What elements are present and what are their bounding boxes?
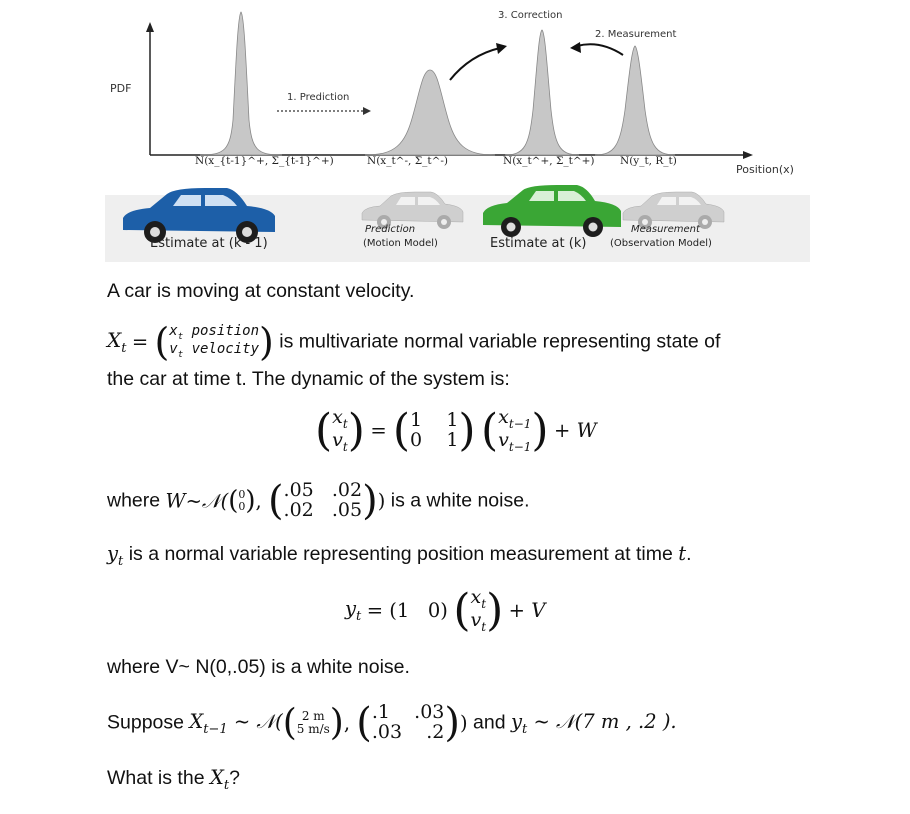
suppose-line: Suppose $X_{t-1}$ ~ 𝒩(( 2 m 5 m/s ), ( .1 .03 .03 .2 )) and $y_t$ ~ 𝒩(7 m , .2 ). [107, 700, 677, 746]
caption-prediction: Prediction [365, 224, 416, 235]
noise-w-line: where W~𝒩(( 0 0 ), ( .05 .02 .02 .05 )) is a white noise. [107, 478, 530, 524]
w-cov-11: .05 [283, 479, 314, 502]
y-variance: .2 [638, 709, 657, 733]
where-w-suffix: is a white noise. [390, 489, 530, 512]
correction-arrow-right-head [570, 42, 581, 53]
dyn-a12: 1 [446, 408, 459, 431]
correction-arrow-left [450, 48, 500, 80]
correction-arrow-right [577, 44, 623, 55]
caption-measurement: Measurement [631, 224, 700, 235]
dist-measurement: N(y_t, R_t) [620, 155, 677, 167]
pdf-curve-correction [505, 30, 579, 155]
suppose-word: Suppose [107, 711, 184, 734]
w-cov-12: .02 [331, 479, 363, 502]
caption-observation-model: (Observation Model) [610, 238, 712, 249]
w-cov-21: .02 [283, 499, 314, 521]
axis-label-pdf: PDF [110, 82, 132, 95]
y-desc: is a normal variable representing position measurement at time [128, 543, 673, 565]
label-velocity: velocity [191, 341, 260, 357]
y-observed: 7 m [582, 709, 620, 733]
dyn-a21: 0 [410, 428, 423, 451]
figure-svg [105, 0, 810, 262]
pdf-curve-prediction [365, 70, 495, 155]
and-word: and [473, 711, 506, 734]
dyn-a11: 1 [410, 408, 423, 431]
measurement-desc: $y_t$ is a normal variable representing position measurement at time t. [107, 542, 692, 569]
meas-h1: 1 [396, 599, 410, 622]
dist-correction: N(x_t^+, Σ_t^+) [503, 155, 595, 167]
meas-h2: 0 [427, 599, 441, 622]
caption-estimate-current: Estimate at (k) [490, 236, 587, 251]
question-line: What is the $X_t$? [107, 766, 240, 793]
kalman-filter-figure [105, 0, 810, 262]
question-text: What is the [107, 767, 205, 789]
axis-label-position: Position(x) [736, 163, 794, 176]
y-axis-arrow [146, 22, 154, 32]
x-axis-arrow [743, 151, 753, 159]
caption-motion-model: (Motion Model) [363, 238, 438, 249]
label-position: position [191, 322, 260, 339]
pdf-curve-previous [200, 12, 282, 155]
state-definition: $X_t$ = ( $x_t$ position $v_t$ velocity ) is multivariate normal variable representing state of [107, 320, 721, 364]
prediction-arrow-head [363, 107, 371, 115]
prior-cov-12: .03 [414, 701, 445, 724]
step-measurement: 2. Measurement [595, 29, 677, 40]
dyn-a22: 1 [446, 428, 459, 451]
dist-prediction: N(x_t^-, Σ_t^-) [367, 155, 449, 167]
measurement-equation: $y_t = (1$ 0) ( $x_t$ $v_t$ ) + V [345, 585, 546, 636]
intro-text: A car is moving at constant velocity. [107, 280, 415, 302]
correction-arrow-left-head [496, 43, 507, 54]
state-desc: is multivariate normal variable representing state of [279, 330, 721, 353]
w-mean-0: 0 [238, 488, 246, 502]
prior-cov-21: .03 [371, 721, 403, 743]
step-prediction: 1. Prediction [287, 92, 350, 103]
w-cov-22: .05 [331, 499, 363, 521]
step-correction: 3. Correction [498, 10, 563, 21]
state-desc-2: the car at time t. The dynamic of the system is: [107, 368, 510, 390]
prior-cov-22: .2 [426, 721, 445, 743]
dist-previous: N(x_{t-1}^+, Σ_{t-1}^+) [195, 155, 334, 167]
where-w-prefix: where [107, 489, 161, 512]
pdf-curve-measurement [595, 46, 675, 155]
dynamics-equation: ( $x_t$ $v_t$ ) = ( 1 1 0 1 ) ( $x_{t-1}$ $v_{t-1}$ ) + W [315, 405, 597, 456]
caption-estimate-previous: Estimate at (k - 1) [150, 236, 268, 251]
prior-cov-11: .1 [371, 701, 390, 724]
w-mean-1: 0 [238, 500, 246, 513]
prior-mean-position: 2 m [301, 709, 325, 724]
prior-mean-velocity: 5 m/s [296, 722, 330, 736]
noise-v-line: where V~ N(0,.05) is a white noise. [107, 656, 410, 678]
